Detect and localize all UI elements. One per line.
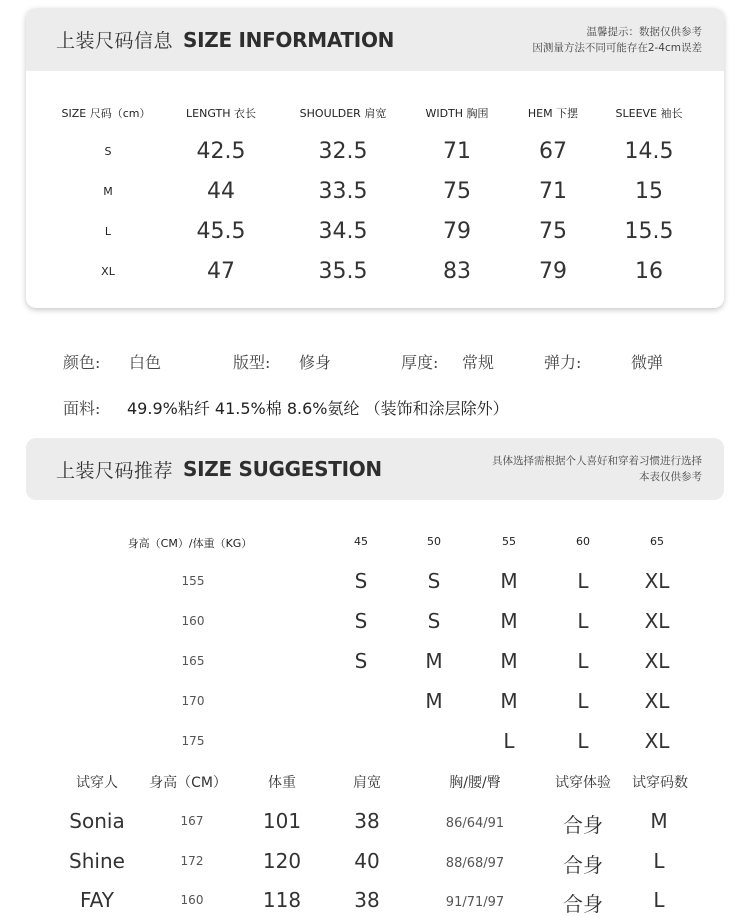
- fit-value: 修身: [299, 353, 332, 372]
- size-info-title-cn: 上装尺码信息: [56, 30, 174, 52]
- size-information-card: [26, 8, 724, 308]
- tester-name: Sonia: [69, 809, 125, 833]
- tester-name: Shine: [69, 849, 125, 873]
- col-header-size: SIZE 尺码（cm）: [61, 107, 151, 120]
- size-value: 83: [443, 259, 471, 284]
- tester-size: L: [653, 888, 665, 912]
- suggested-size: L: [577, 689, 589, 713]
- suggested-size: XL: [644, 729, 670, 753]
- thickness-label: 厚度:: [401, 353, 439, 372]
- tester-height: 160: [180, 893, 204, 907]
- suggested-size: S: [354, 569, 368, 593]
- size-row-label: L: [104, 225, 112, 238]
- weight-header: 65: [650, 535, 664, 548]
- tester-shoulder: 38: [354, 809, 380, 833]
- tester-weight: 120: [262, 849, 302, 873]
- tester-height: 172: [180, 854, 204, 868]
- material-value: 49.9%粘纤 41.5%棉 8.6%氨纶 （装饰和涂层除外）: [127, 399, 509, 418]
- size-info-note-line1: 温馨提示：数据仅供参考: [586, 25, 702, 38]
- size-info-note-line2: 因测量方法不同可能存在2-4cm误差: [532, 41, 702, 54]
- color-label: 颜色:: [63, 353, 101, 372]
- col-header-shoulder: SHOULDER 肩宽: [299, 107, 387, 120]
- thickness-value: 常规: [462, 353, 495, 372]
- size-value: 15.5: [624, 219, 674, 244]
- size-suggestion-note-line2: 本表仅供参考: [639, 471, 702, 483]
- size-value: 67: [539, 139, 567, 164]
- size-value: 71: [539, 179, 567, 204]
- size-value: 32.5: [318, 139, 368, 164]
- col-header-width: WIDTH 胸围: [425, 107, 489, 120]
- material-label: 面料:: [63, 399, 101, 418]
- size-info-title-en: SIZE INFORMATION: [183, 27, 395, 52]
- tester-header-height: 身高（CM）: [149, 775, 227, 791]
- tester-size: L: [653, 849, 665, 873]
- suggested-size: XL: [644, 569, 670, 593]
- size-value: 79: [539, 259, 567, 284]
- size-suggestion-title-en: SIZE SUGGESTION: [183, 457, 382, 481]
- tester-fit: 合身: [563, 892, 603, 916]
- suggested-size: M: [425, 689, 443, 713]
- size-suggestion-note-line1: 具体选择需根据个人喜好和穿着习惯进行选择: [492, 455, 702, 467]
- size-value: 35.5: [318, 259, 368, 284]
- weight-header: 45: [354, 535, 368, 548]
- height-row-label: 175: [181, 734, 205, 748]
- suggested-size: M: [500, 689, 518, 713]
- size-value: 75: [443, 179, 471, 204]
- weight-header: 55: [502, 535, 516, 548]
- suggested-size: S: [354, 649, 368, 673]
- size-value: 47: [207, 259, 235, 284]
- size-value: 14.5: [624, 139, 674, 164]
- suggested-size: XL: [644, 609, 670, 633]
- suggested-size: M: [500, 609, 518, 633]
- size-value: 71: [443, 139, 471, 164]
- size-value: 34.5: [318, 219, 368, 244]
- elastic-value: 微弹: [631, 353, 664, 372]
- tester-header-size: 试穿码数: [632, 775, 688, 791]
- suggested-size: L: [577, 569, 589, 593]
- suggested-size: M: [500, 649, 518, 673]
- size-information-title: [56, 8, 394, 71]
- size-suggestion-title-cn: 上装尺码推荐: [56, 459, 174, 482]
- tester-size: M: [650, 809, 668, 833]
- tester-fit: 合身: [563, 853, 603, 877]
- color-value: 白色: [129, 353, 162, 372]
- tester-bwh: 91/71/97: [445, 895, 505, 910]
- size-value: 15: [635, 179, 663, 204]
- tester-bwh: 88/68/97: [445, 856, 505, 871]
- size-information-header: [26, 8, 724, 71]
- suggested-size: S: [427, 569, 441, 593]
- suggested-size: S: [427, 609, 441, 633]
- height-row-label: 155: [181, 574, 205, 588]
- size-value: 75: [539, 219, 567, 244]
- tester-header-name: 试穿人: [76, 775, 118, 791]
- elastic-label: 弹力:: [544, 353, 582, 372]
- suggested-size: L: [577, 649, 589, 673]
- tester-header-bwh: 胸/腰/臀: [449, 775, 501, 791]
- suggested-size: L: [503, 729, 515, 753]
- size-value: 44: [207, 179, 235, 204]
- weight-header: 60: [576, 535, 590, 548]
- size-suggestion-title: [56, 438, 382, 500]
- size-value: 16: [635, 259, 663, 284]
- height-row-label: 170: [181, 694, 205, 708]
- tester-weight: 118: [262, 888, 302, 912]
- suggested-size: S: [354, 609, 368, 633]
- size-suggestion-header: [26, 438, 724, 500]
- tester-weight: 101: [262, 809, 302, 833]
- tester-header-weight: 体重: [268, 775, 296, 791]
- fit-label: 版型:: [233, 353, 271, 372]
- weight-header: 50: [427, 535, 441, 548]
- tester-shoulder: 38: [354, 888, 380, 912]
- col-header-sleeve: SLEEVE 袖长: [615, 107, 683, 120]
- size-value: 45.5: [196, 219, 246, 244]
- tester-fit: 合身: [563, 813, 603, 837]
- size-row-label: M: [103, 185, 113, 198]
- tester-header-fit: 试穿体验: [555, 775, 611, 791]
- size-row-label: S: [104, 145, 112, 158]
- tester-height: 167: [180, 814, 204, 828]
- height-weight-corner-label: 身高（CM）/体重（KG）: [127, 537, 253, 550]
- size-suggestion-note: [492, 438, 702, 500]
- col-header-length: LENGTH 衣长: [186, 107, 256, 120]
- suggested-size: M: [425, 649, 443, 673]
- suggested-size: L: [577, 729, 589, 753]
- size-info-note: [532, 8, 702, 71]
- tester-bwh: 86/64/91: [445, 816, 505, 831]
- suggested-size: XL: [644, 689, 670, 713]
- size-value: 33.5: [318, 179, 368, 204]
- size-value: 42.5: [196, 139, 246, 164]
- suggested-size: M: [500, 569, 518, 593]
- suggested-size: L: [577, 609, 589, 633]
- suggested-size: XL: [644, 649, 670, 673]
- tester-shoulder: 40: [354, 849, 380, 873]
- height-row-label: 160: [181, 614, 205, 628]
- size-value: 79: [443, 219, 471, 244]
- tester-name: FAY: [79, 888, 115, 912]
- col-header-hem: HEM 下摆: [527, 107, 579, 120]
- tester-header-shoulder: 肩宽: [353, 775, 381, 791]
- size-row-label: XL: [101, 265, 115, 278]
- height-row-label: 165: [181, 654, 205, 668]
